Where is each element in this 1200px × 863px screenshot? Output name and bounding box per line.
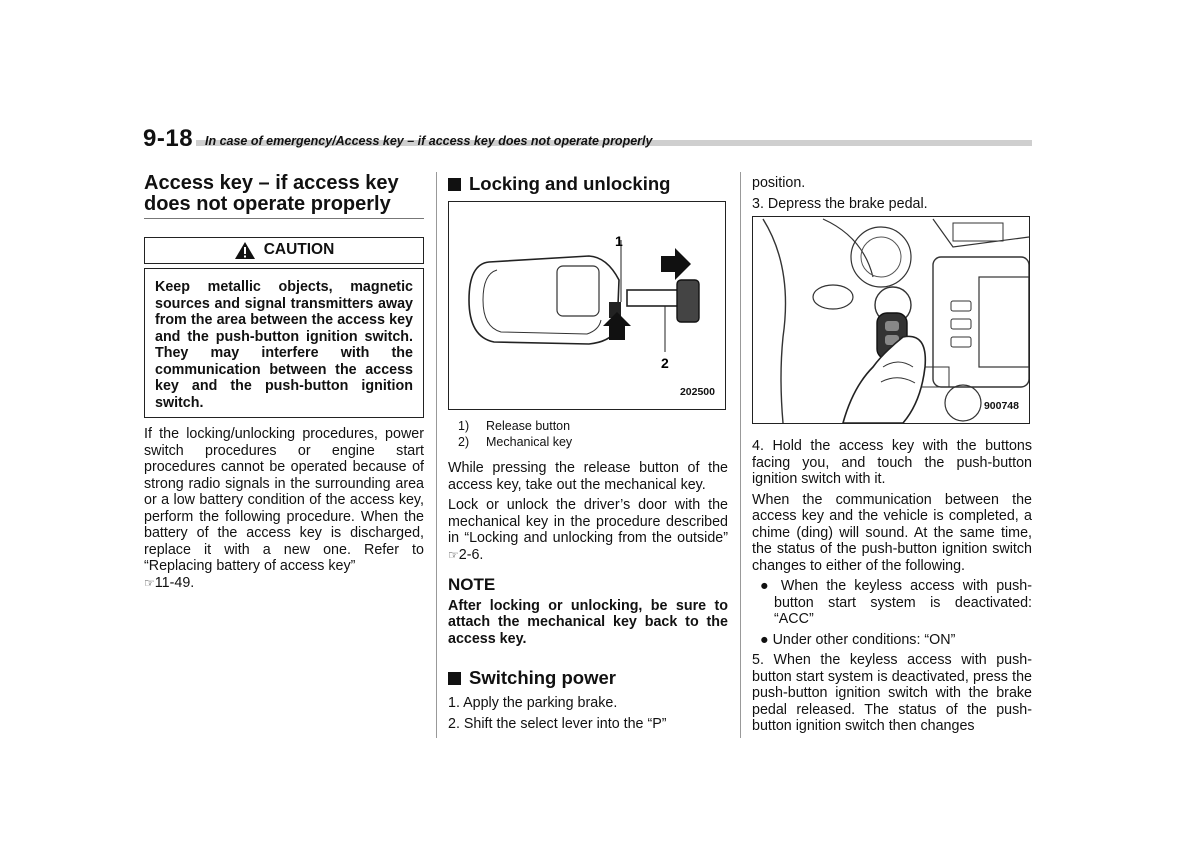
column-3 xyxy=(752,175,1032,735)
figure-ignition-switch xyxy=(752,216,1030,424)
square-bullet-icon xyxy=(448,672,461,685)
column-2 xyxy=(448,173,728,732)
step-item: 5. When the keyless access with push-button start system is deactivated, press the push-button ignition switch with the brake pedal released. The status of the push-button ignition switch then changes xyxy=(752,652,1032,734)
bullet-item: ● When the keyless access with push-button start system is deactivated: “ACC” xyxy=(760,578,1032,627)
body-paragraph: While pressing the release button of the access key, take out the mechanical key. xyxy=(448,460,728,493)
reference-icon: ☞ xyxy=(144,575,155,590)
column-divider xyxy=(740,172,741,738)
caption-item: 2) Mechanical key xyxy=(458,435,573,449)
note-heading: NOTE xyxy=(448,575,496,594)
square-bullet-icon xyxy=(448,178,461,191)
subhead-switching: Switching power xyxy=(448,667,728,689)
caption-item: 1) Release button xyxy=(458,419,571,433)
reference-page: 11-49. xyxy=(154,574,195,591)
section-title: Access key – if access key does not operate properly xyxy=(144,173,424,219)
caution-text: Keep metallic objects, magnetic sources and signal transmitters away from the area between the access key and the push-button ignition switch. They may interfere with the communication between the access key and the push-button ignition switch. xyxy=(155,279,413,411)
body-paragraph: If the locking/unlocking procedures, power switch procedures or engine start procedures cannot be operated because of strong radio signals in the surrounding area or a low battery condition of the access key, perform the following procedure. When the battery of the access key is discharged, replace it with a new one. Refer to “Replacing battery of access key” ☞11-49. xyxy=(144,426,424,591)
step-item: 3. Depress the brake pedal. xyxy=(752,195,928,212)
step-item: 1. Apply the parking brake. xyxy=(448,695,618,711)
figure-access-key xyxy=(448,201,726,410)
bullet-item: ● Under other conditions: “ON” xyxy=(760,631,956,648)
warning-icon xyxy=(234,241,256,260)
step-continuation: position. xyxy=(752,175,806,191)
figure-label-1: 1 xyxy=(615,233,623,249)
subhead-locking: Locking and unlocking xyxy=(448,173,728,195)
caution-header xyxy=(144,237,424,264)
access-key-illustration xyxy=(449,202,725,409)
column-divider xyxy=(436,172,437,738)
body-paragraph: Lock or unlock the driver’s door with the mechanical key in the procedure described in “Locking and unlocking from the outside” ☞2-6. xyxy=(448,497,728,563)
caution-label: CAUTION xyxy=(263,241,335,259)
figure-code: 900748 xyxy=(983,399,1019,412)
step-item: 2. Shift the select lever into the “P” xyxy=(448,715,667,732)
reference-page: 2-6. xyxy=(458,546,484,563)
ignition-switch-illustration xyxy=(753,217,1029,423)
figure-label-2: 2 xyxy=(661,355,669,371)
note-body: After locking or unlocking, be sure to attach the mechanical key back to the access key. xyxy=(448,597,728,647)
figure-code: 202500 xyxy=(679,385,715,398)
column-1 xyxy=(144,173,424,591)
page-number: 9-18 xyxy=(143,125,194,152)
step-item: 4. Hold the access key with the buttons facing you, and touch the push-button ignition switch with it. xyxy=(752,438,1032,487)
header-title: In case of emergency/Access key – if access key does not operate properly xyxy=(205,134,653,148)
reference-icon: ☞ xyxy=(448,547,459,562)
body-paragraph: When the communication between the access key and the vehicle is completed, a chime (ding) will sound. At the same time, the status of the push-button ignition switch changes to either of the following. xyxy=(752,491,1032,574)
caution-box xyxy=(144,268,424,418)
